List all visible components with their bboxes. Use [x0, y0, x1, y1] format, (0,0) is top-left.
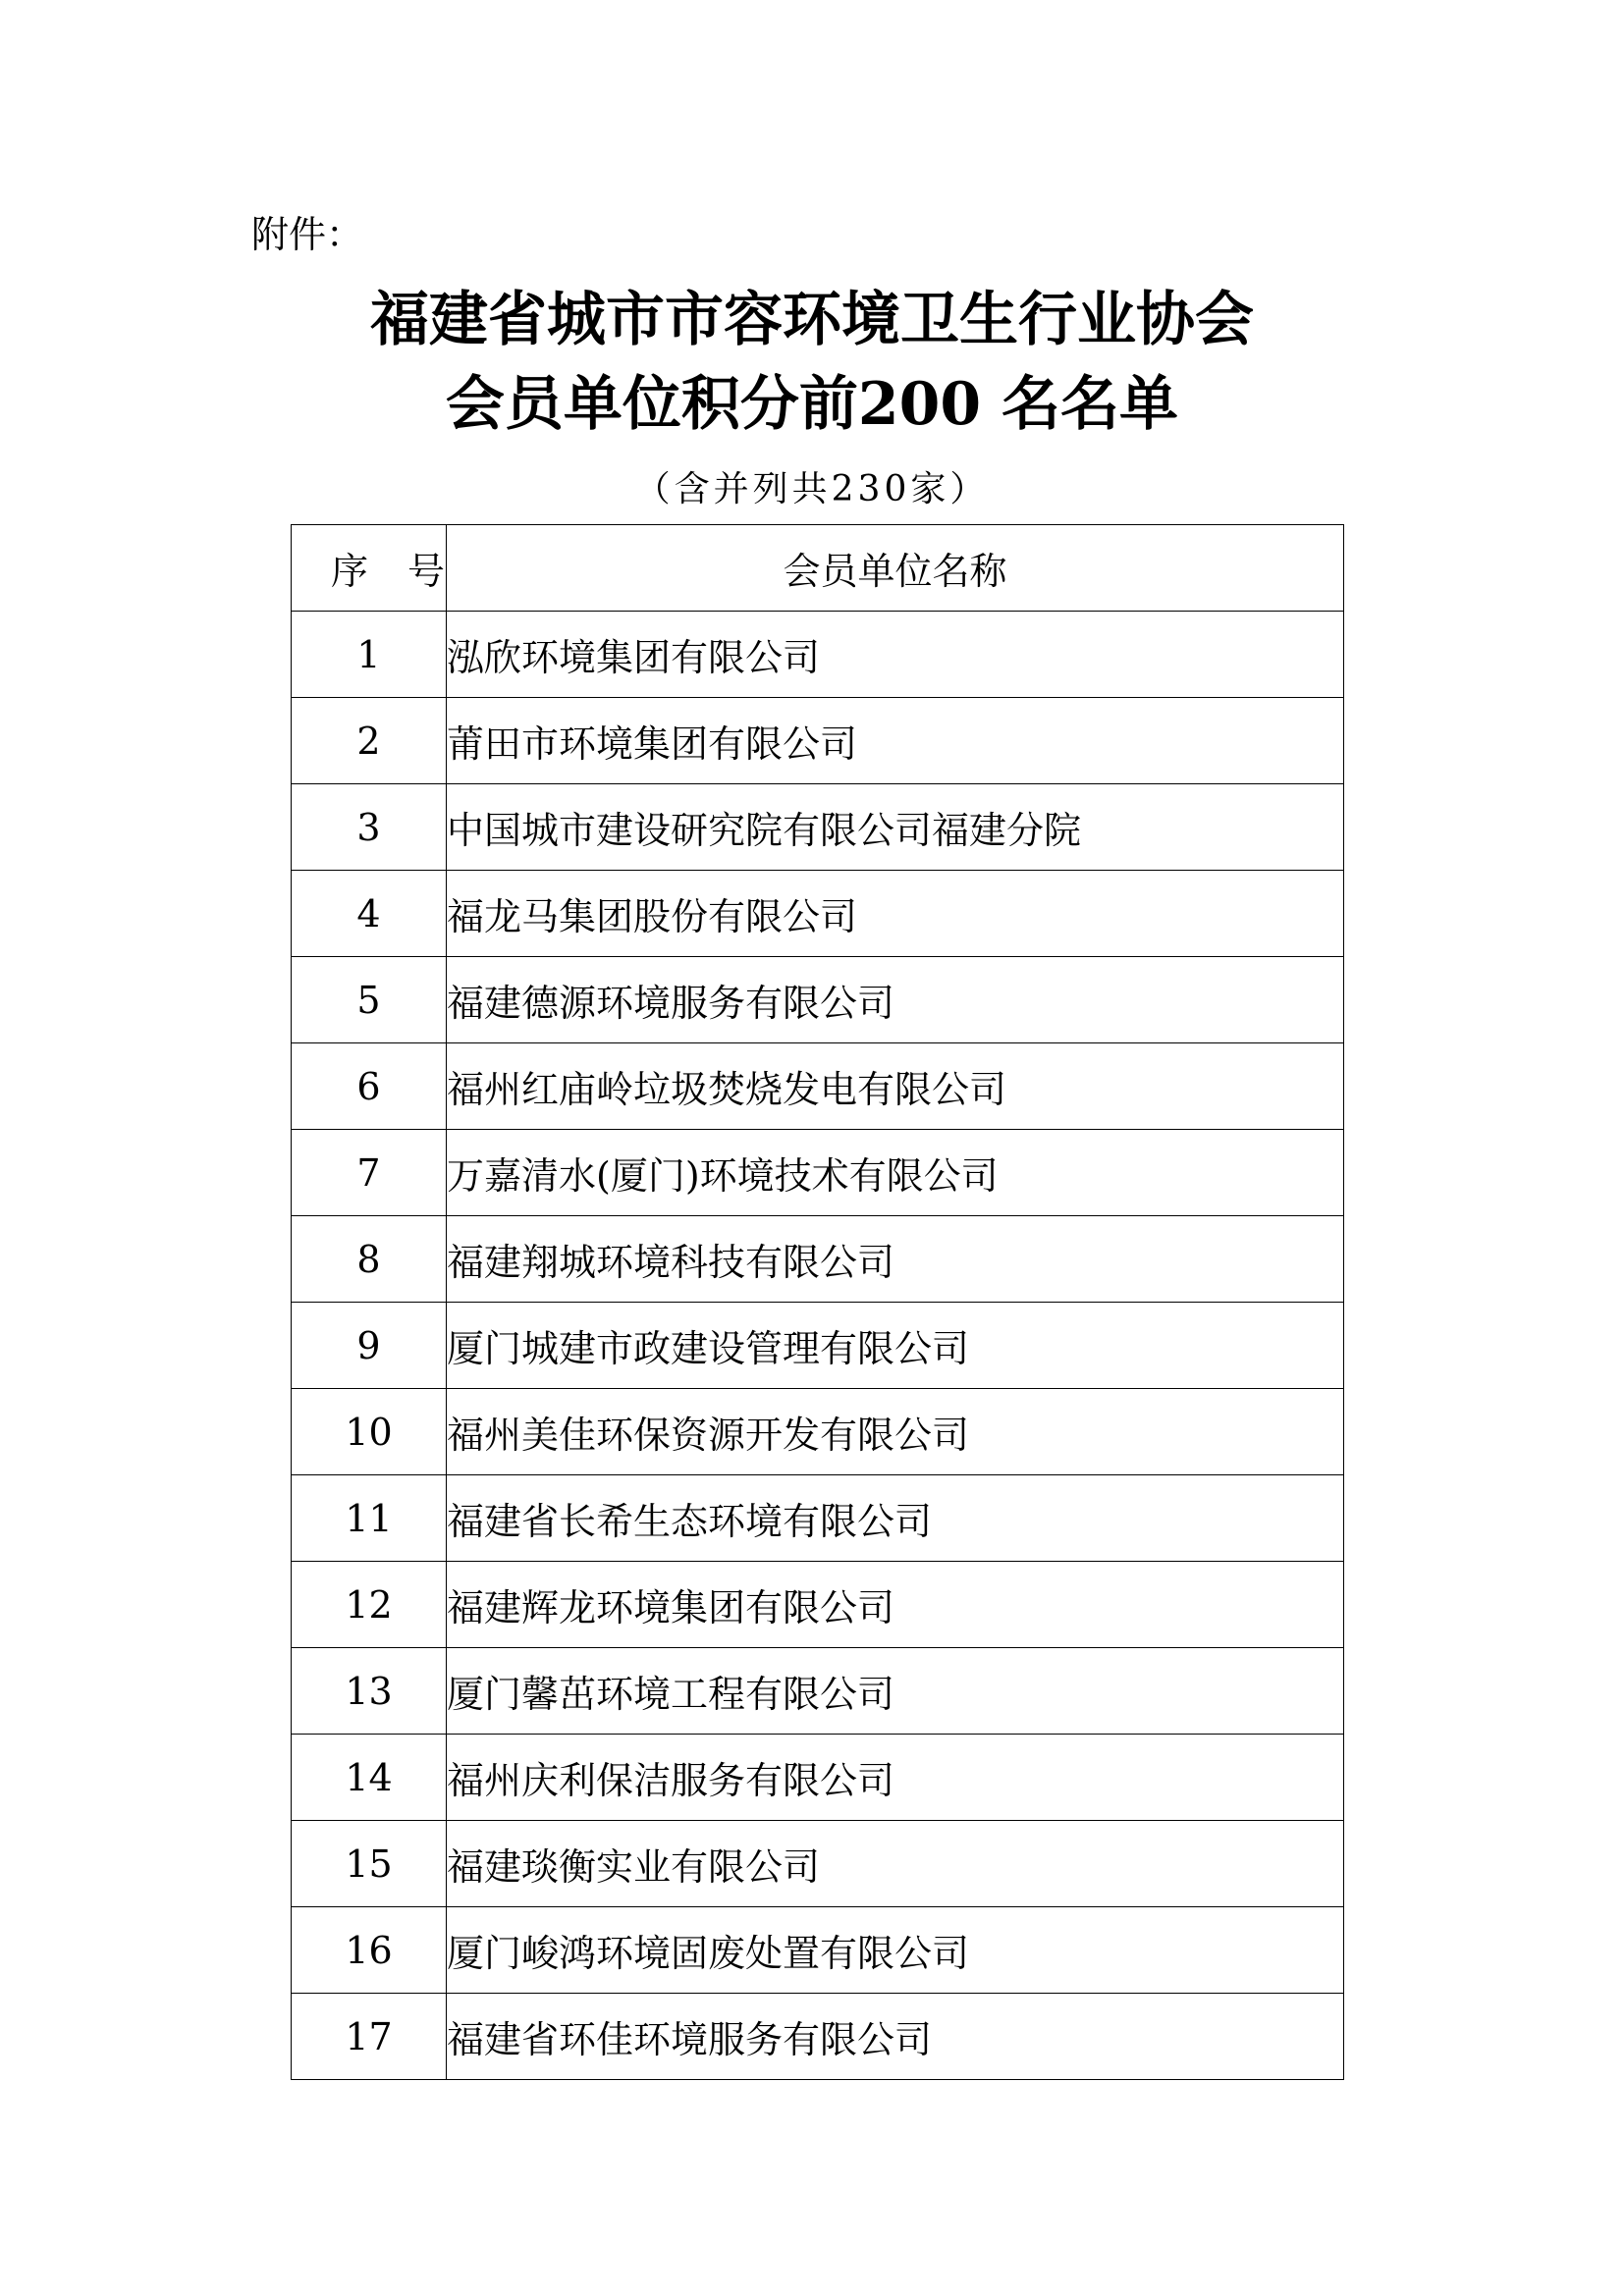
table-row: [292, 1130, 1344, 1216]
row-member-name: 福龙马集团股份有限公司: [447, 871, 1344, 957]
table-row: [292, 1043, 1344, 1130]
table-row: [292, 1216, 1344, 1303]
row-seq: 10: [292, 1389, 447, 1475]
table-row: [292, 1821, 1344, 1907]
row-seq: 12: [292, 1562, 447, 1648]
row-member-name: 泓欣环境集团有限公司: [447, 612, 1344, 698]
table-row: [292, 612, 1344, 698]
row-member-name: 福州美佳环保资源开发有限公司: [447, 1389, 1344, 1475]
row-seq: 4: [292, 871, 447, 957]
table-header-row: [292, 525, 1344, 612]
row-seq: 16: [292, 1907, 447, 1994]
row-member-name: 福建辉龙环境集团有限公司: [447, 1562, 1344, 1648]
row-seq: 11: [292, 1475, 447, 1562]
table-row: [292, 957, 1344, 1043]
attachment-label: 附件：: [251, 213, 364, 256]
row-member-name: 福州庆利保洁服务有限公司: [447, 1735, 1344, 1821]
row-member-name: 莆田市环境集团有限公司: [447, 698, 1344, 784]
row-member-name: 福建省长希生态环境有限公司: [447, 1475, 1344, 1562]
row-member-name: 福建琰衡实业有限公司: [447, 1821, 1344, 1907]
row-seq: 5: [292, 957, 447, 1043]
table-row: [292, 1907, 1344, 1994]
row-seq: 3: [292, 784, 447, 871]
table-row: [292, 784, 1344, 871]
document-title-line1: 福建省城市市容环境卫生行业协会: [370, 286, 1254, 354]
row-member-name: 福建省环佳环境服务有限公司: [447, 1994, 1344, 2080]
row-member-name: 福建德源环境服务有限公司: [447, 957, 1344, 1043]
row-member-name: 厦门城建市政建设管理有限公司: [447, 1303, 1344, 1389]
table-row: [292, 1389, 1344, 1475]
table-body: [292, 612, 1344, 2080]
row-member-name: 福建翔城环境科技有限公司: [447, 1216, 1344, 1303]
header-seq: 序号: [292, 525, 447, 612]
document-title-line2: 会员单位积分前200 名名单: [445, 370, 1179, 439]
table-row: [292, 1735, 1344, 1821]
table-row: [292, 1475, 1344, 1562]
row-seq: 14: [292, 1735, 447, 1821]
row-member-name: 中国城市建设研究院有限公司福建分院: [447, 784, 1344, 871]
member-table: [291, 524, 1344, 2080]
row-member-name: 万嘉清水(厦门)环境技术有限公司: [447, 1130, 1344, 1216]
row-seq: 9: [292, 1303, 447, 1389]
row-seq: 13: [292, 1648, 447, 1735]
row-seq: 8: [292, 1216, 447, 1303]
table-row: [292, 1562, 1344, 1648]
table-row: [292, 698, 1344, 784]
row-seq: 2: [292, 698, 447, 784]
row-seq: 7: [292, 1130, 447, 1216]
table-row: [292, 1648, 1344, 1735]
row-member-name: 福州红庙岭垃圾焚烧发电有限公司: [447, 1043, 1344, 1130]
row-seq: 17: [292, 1994, 447, 2080]
table-row: [292, 871, 1344, 957]
table-row: [292, 1303, 1344, 1389]
header-name: 会员单位名称: [447, 525, 1344, 612]
table-row: [292, 1994, 1344, 2080]
row-member-name: 厦门峻鸿环境固废处置有限公司: [447, 1907, 1344, 1994]
row-member-name: 厦门馨茁环境工程有限公司: [447, 1648, 1344, 1735]
document-subtitle: （含并列共230家）: [634, 469, 990, 509]
row-seq: 1: [292, 612, 447, 698]
row-seq: 15: [292, 1821, 447, 1907]
row-seq: 6: [292, 1043, 447, 1130]
